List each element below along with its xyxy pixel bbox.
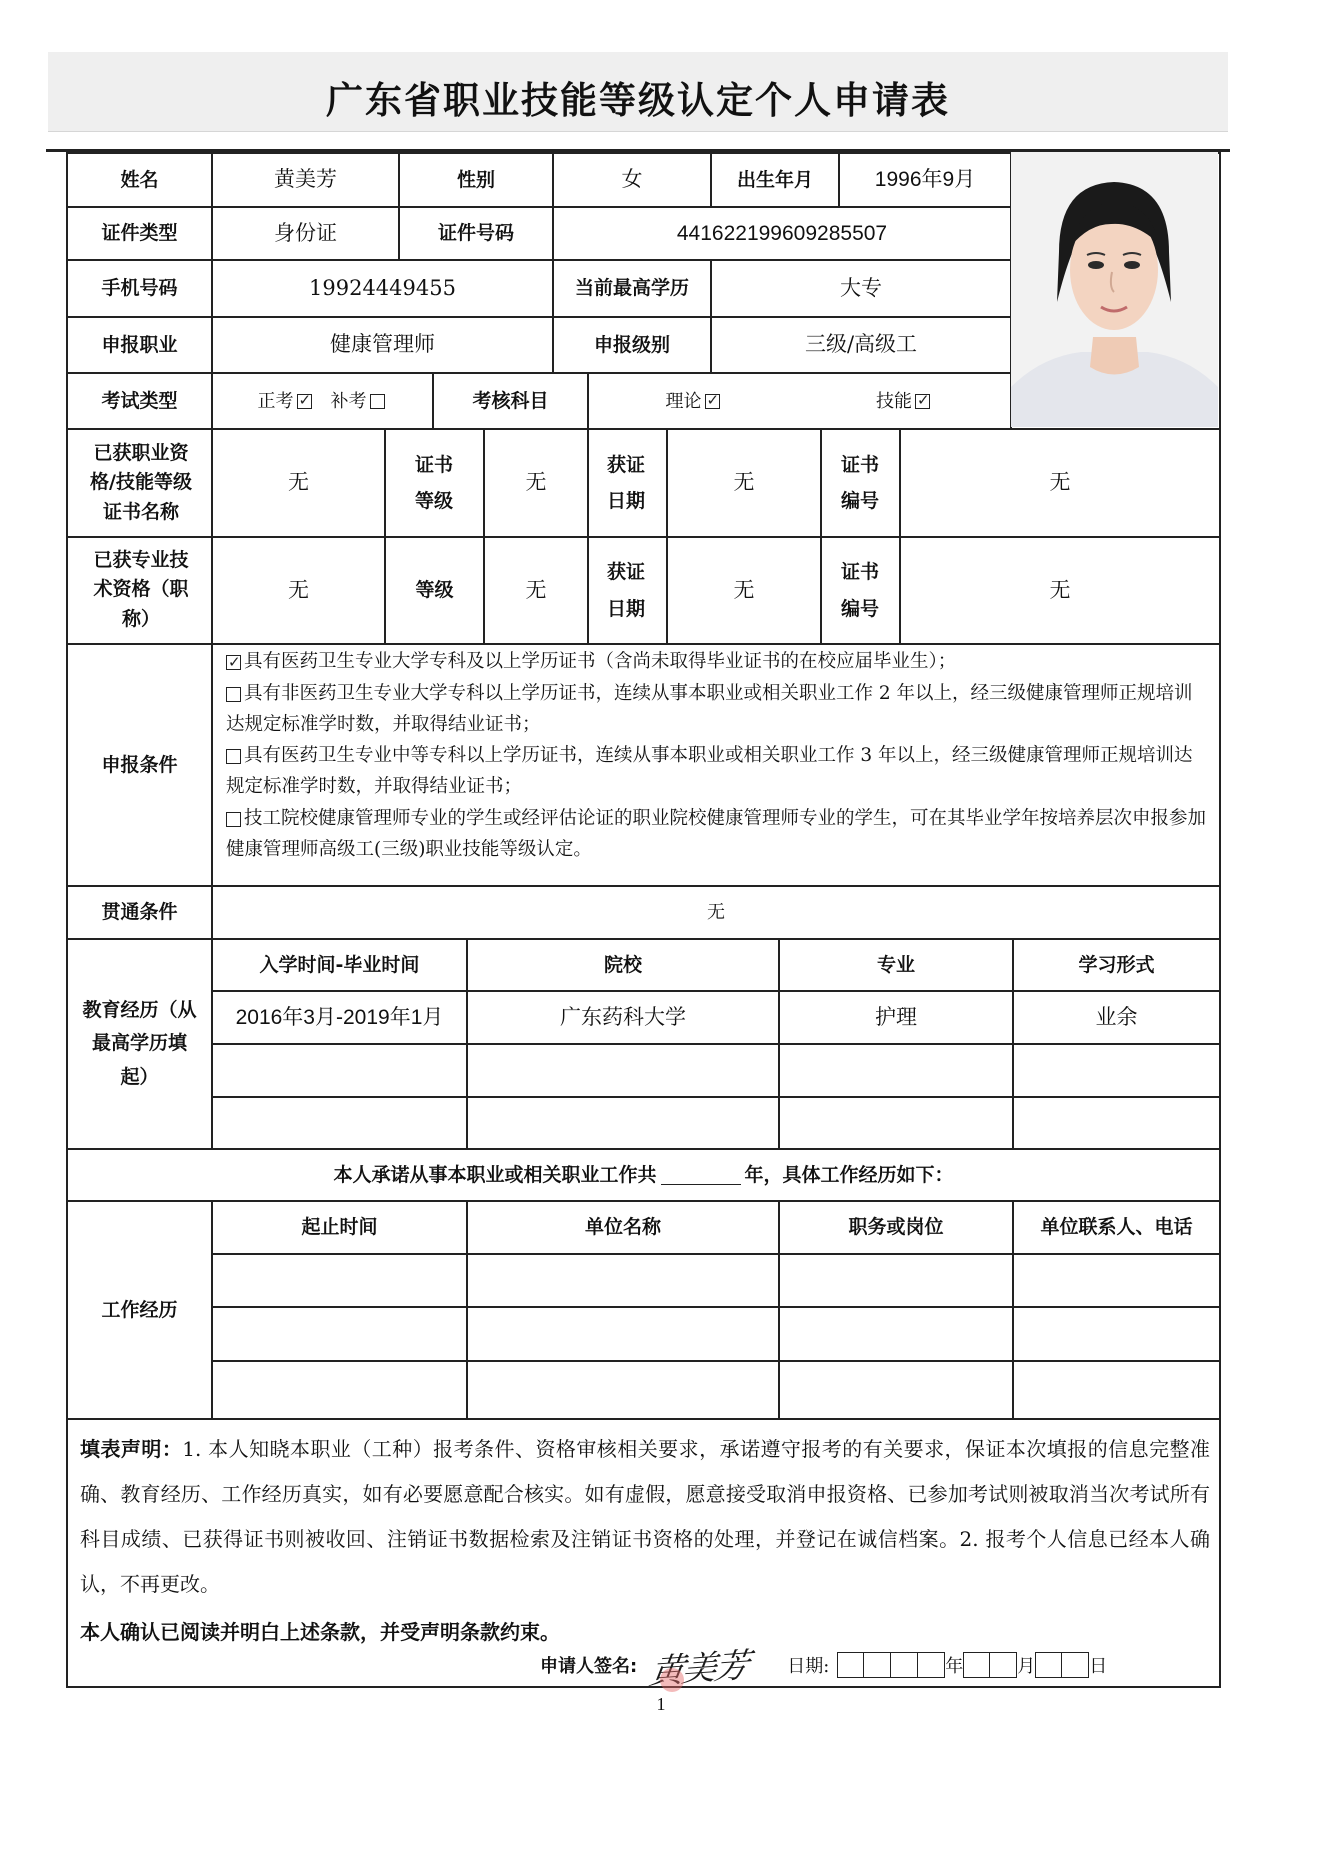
- id-number-value[interactable]: 441622199609285507: [676, 221, 888, 245]
- work-header-contact: 单位联系人、电话: [1040, 1216, 1193, 1239]
- exam-subject-label: 考核科目: [472, 389, 549, 412]
- phone-value[interactable]: 19924449455: [309, 275, 456, 300]
- exam-regular-label: 正考: [257, 390, 294, 412]
- voc-cert-level-label: 证书等级: [414, 453, 453, 512]
- tech-date-label: 获证日期: [606, 561, 645, 620]
- through-value[interactable]: 无: [707, 902, 725, 923]
- exam-skill: [799, 374, 1010, 428]
- portrait-image: [1011, 152, 1218, 427]
- work-header-employer: 单位名称: [584, 1216, 661, 1239]
- condition-1-text: 具有医药卫生专业大学专科及以上学历证书（含尚未取得毕业证书的在校应届毕业生）；: [244, 651, 957, 672]
- voc-cert-date[interactable]: 无: [733, 470, 755, 495]
- name-label: 姓名: [120, 168, 159, 191]
- declaration-heading: 填表声明：: [80, 1437, 183, 1461]
- exam-type-label: 考试类型: [101, 389, 178, 412]
- exam-type-options: [213, 374, 432, 428]
- voc-cert-level[interactable]: 无: [525, 470, 547, 495]
- edu-history-label: 教育经历（从最高学历填起）: [82, 999, 197, 1088]
- education-label: 当前最高学历: [574, 277, 689, 300]
- gender-label: 性别: [456, 168, 495, 191]
- declaration-text: 1. 本人知晓本职业（工种）报考条件、资格审核相关要求，承诺遵守报考的有关要求，保证本次填报的信息完整准确、教育经历、工作经历真实，如有必要愿意配合核实。如有虚假，愿意接受取消申报资格、已参加考试则被取消当次考试所有科目成绩、已获得证书则被收回、注销证书数据检索及注销证书资格的处理，并登记在诚信档案。2. 报考个人信息已经本人确认，不再更改。: [80, 1437, 1210, 1596]
- work-header-position: 职务或岗位: [848, 1216, 944, 1239]
- exam-theory-label: 理论: [665, 390, 702, 412]
- page-number: 1: [656, 1694, 666, 1714]
- condition-4-text: 技工院校健康管理师专业的学生或经评估论证的职业院校健康管理师专业的学生，可在其毕业学年按培养层次申报参加健康管理师高级工(三级)职业技能等级认定。: [226, 808, 1207, 861]
- exam-theory: [589, 374, 799, 428]
- id-type-value[interactable]: 身份证: [274, 220, 337, 245]
- condition-1-checkbox[interactable]: [226, 655, 241, 670]
- exam-makeup-checkbox[interactable]: [370, 394, 385, 409]
- edu-header-major: 专业: [876, 953, 915, 976]
- voc-cert-name[interactable]: 无: [288, 470, 309, 495]
- condition-2-checkbox[interactable]: [226, 687, 241, 702]
- sign-label: 申请人签名:: [540, 1656, 638, 1677]
- conditions-label: 申报条件: [101, 753, 178, 776]
- work-history-label: 工作经历: [101, 1298, 178, 1321]
- level-label: 申报级别: [593, 333, 670, 356]
- work-promise-suffix: 年，具体工作经历如下：: [744, 1163, 954, 1186]
- exam-skill-checkbox[interactable]: [915, 394, 930, 409]
- declaration: [80, 1427, 1210, 1607]
- exam-skill-label: 技能: [876, 390, 912, 412]
- applicant-photo: [1011, 152, 1218, 427]
- tech-grade-label: 等级: [415, 579, 454, 602]
- birth-label: 出生年月: [736, 168, 813, 191]
- condition-item: [226, 646, 1206, 677]
- declaration-confirm: 本人确认已阅读并明白上述条款，并受声明条款约束。: [80, 1620, 560, 1644]
- condition-3-text: 具有医药卫生专业中等专科以上学历证书，连续从事本职业或相关职业工作 3 年以上，经三级健康管理师正规培训达规定标准学时数，并取得结业证书；: [226, 745, 1193, 798]
- condition-4-checkbox[interactable]: [226, 812, 241, 827]
- condition-3-checkbox[interactable]: [226, 749, 241, 764]
- exam-regular-checkbox[interactable]: [297, 394, 312, 409]
- tech-title-name[interactable]: 无: [288, 577, 309, 602]
- signature-row: [540, 1645, 1108, 1692]
- year-unit: 年: [945, 1656, 964, 1677]
- title-band: [48, 52, 1228, 132]
- voc-cert-number[interactable]: 无: [1049, 470, 1071, 495]
- occupation-label: 申报职业: [101, 333, 178, 356]
- condition-2-text: 具有非医药卫生专业大学专科以上学历证书，连续从事本职业或相关职业工作 2 年以上，经三级健康管理师正规培训达规定标准学时数，并取得结业证书；: [226, 683, 1193, 736]
- id-type-label: 证件类型: [101, 222, 178, 245]
- month-unit: 月: [1017, 1656, 1036, 1677]
- edu-row-major[interactable]: 护理: [875, 1004, 917, 1029]
- date-year-boxes[interactable]: [837, 1652, 945, 1678]
- voc-cert-number-label: 证书编号: [840, 453, 879, 512]
- tech-date[interactable]: 无: [733, 577, 755, 602]
- gender-value[interactable]: 女: [621, 167, 643, 192]
- voc-cert-date-label: 获证日期: [606, 453, 645, 512]
- work-years-field[interactable]: [661, 1165, 741, 1185]
- date-label: 日期:: [787, 1656, 830, 1677]
- fingerprint-icon: [657, 1665, 687, 1695]
- id-number-label: 证件号码: [437, 222, 514, 245]
- tech-number-label: 证书编号: [840, 561, 879, 620]
- occupation-value[interactable]: 健康管理师: [330, 332, 435, 357]
- work-promise: [68, 1150, 1219, 1200]
- work-promise-prefix: 本人承诺从事本职业或相关职业工作共: [333, 1163, 657, 1186]
- edu-header-period: 入学时间-毕业时间: [259, 953, 420, 976]
- date-month-boxes[interactable]: [963, 1652, 1017, 1678]
- date-day-boxes[interactable]: [1035, 1652, 1089, 1678]
- birth-value[interactable]: 1996年9月: [874, 168, 976, 192]
- exam-theory-checkbox[interactable]: [705, 394, 720, 409]
- name-value[interactable]: 黄美芳: [274, 167, 337, 192]
- condition-item: [226, 803, 1206, 866]
- through-label: 贯通条件: [101, 901, 178, 924]
- education-value[interactable]: 大专: [840, 275, 882, 300]
- edu-row-mode[interactable]: 业余: [1095, 1004, 1138, 1029]
- day-unit: 日: [1089, 1656, 1108, 1677]
- condition-item: [226, 740, 1206, 803]
- edu-header-school: 院校: [603, 953, 642, 976]
- tech-grade[interactable]: 无: [525, 577, 547, 602]
- phone-label: 手机号码: [101, 277, 178, 300]
- edu-row-period[interactable]: 2016年3月-2019年1月: [235, 1005, 444, 1029]
- level-value[interactable]: 三级/高级工: [804, 332, 918, 357]
- tech-title-label: 已获专业技术资格（职称）: [93, 548, 189, 630]
- page-title: 广东省职业技能等级认定个人申请表: [326, 79, 950, 122]
- condition-item: [226, 678, 1206, 741]
- work-header-period: 起止时间: [301, 1216, 378, 1239]
- voc-cert-label: 已获职业资格/技能等级证书名称: [90, 441, 192, 523]
- edu-header-mode: 学习形式: [1078, 953, 1155, 976]
- signature[interactable]: 黄美芳: [647, 1645, 751, 1692]
- tech-number[interactable]: 无: [1049, 577, 1071, 602]
- exam-makeup-label: 补考: [330, 390, 367, 412]
- edu-row-school[interactable]: 广东药科大学: [560, 1004, 686, 1029]
